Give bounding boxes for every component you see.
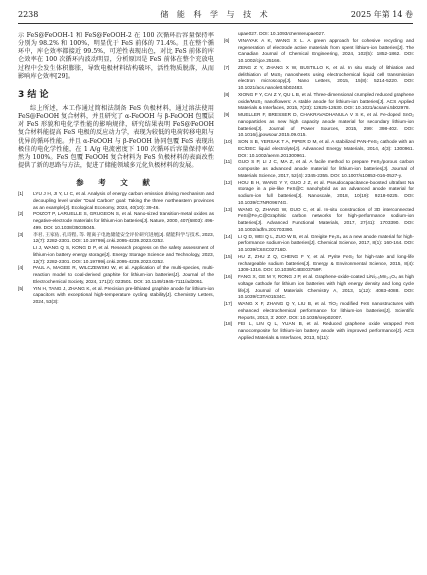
reference-text: SON S B, YERSAK T A, PIPER D M, et al. A stabilized PAN-FeS₂ cathode with an EC/DEC liquid electrolyte[J]. Advanced Energy Materials, 2014, 4(3): 1300961. DOI: 10.1002/aenm.201300961. [238,140,414,159]
reference-item [18,287,214,307]
reference-text: LI Q D, WEI Q L, ZUO W B, et al. Greigite Fe₃S₄ as a new anode material for high-performance sodium-ion batteries[J]. Chemical Science, 2017, 8(1): 160-164. DOI: 10.1039/C6SC02716D. [238,234,414,253]
reference-item [224,39,414,66]
header-rule [18,23,413,24]
reference-continuation: upae027. DOI: 10.1093/chemle/upae027. [238,32,326,37]
reference-text: LYU J H, JI Y, LI C, et al. Analysis of energy carbon emission driving mechanism and decoupling level under "Dual Carbon" goal: Taking the three northeastern provinces as an example[J]. Ecological Economy, 2024, 40(10): 39-46. [33,192,214,211]
conclusion-paragraph: 综上所述，本工作通过简相法制备 FeS 负极材料，通过溶法使用 FeS@FeOOH 复合材料，并且研究了 α-FeOOH 与 β-FeOOH 包覆层对 FeS 形貌和电化学性能的影响规律，研究结果表明 FeS@FeOOH 复合材料能提高 FeS 电极的反应动力学，表现为较低的电荷转移电阻与优异的循环性能。并且 α-FeOOH 与 β-FeOOH 协同包覆 FeS 表现出极佳的电化学性能，在 1 A/g 电流密度下 100 次循环后容量保持率依然为 100%。FeS 包覆 FeOOH 复合材料为 FeS 负极材料的表面改性提供了新的思路与方法，促进了储能领域多元化负极材料的发展。 [18,104,214,170]
reference-number: [6] [224,38,230,44]
reference-number: [15] [224,254,232,260]
reference-text: XIONG F Y, CAI Z Y, QU L B, et al. Three-dimensional crumpled reduced graphene oxide/MoS₂ nanoflowers: A stable anode for lithium-ion batteries[J]. ACS Applied Materials & Interfaces, 2015, 7(23): 12625-12630. DOI: 10.1021/acsami.5b02978. [238,92,414,112]
reference-text: WANG X F, ZHANG Q Y, LIU B, et al. TiO₂ modified FeS nanostructures with enhanced electrochemical performance for lithium-ion batteries[J]. Scientific Reports, 2013, 3: 2007. DOI: 10.1038/srep02007. [238,302,414,321]
reference-item [224,93,414,113]
reference-number: [3] [18,232,24,238]
reference-text: YIN H, TANG J, ZHANG K, et al. Precision pre-lithiated graphite anode for lithium-ion capacitors with exceptional high-temperature cycling stability[J]. Chemistry Letters, 2024, 53(3): [33,286,214,306]
reference-number: [2] [18,212,24,218]
issue-info: 2025 年第 14 卷 [350,10,413,19]
reference-number: [4] [18,266,24,272]
reference-item [224,160,414,180]
reference-text: HOU B H, WANG Y Y, GUO J Z, et al. Pseudocapacitance-boosted ultrafast Na storage in a pie-like FeS@C nanohybrid as an advanced anode material for sodium-ion full batteries[J]. Nanoscale, 2018, 10(19): 9218-9225. DOI: 10.1039/C7NR09674G. [238,180,414,206]
reference-text: WANG Q, ZHANG W, GUO C, et al. In-situ construction of 3D interconnected FeS@Fe₃C@Graphitic carbon networks for high-performance sodium-ion batteries[J]. Advanced Functional Materials, 2017, 27(41): 1703390. DOI: 10.1002/adfm.201703390. [238,207,414,233]
reference-text: LI J, WANG Q S, KONG D P, et al. Research progress on the safety assessment of lithium-ion battery energy storage[J]. Energy Storage Science and Technology, 2023, 12(7): 2282-2301. DOI: 10.19799/j.cnki.2095-4239.2023.0252. [33,246,214,265]
right-column [224,32,414,563]
reference-item [224,255,414,275]
reference-text: PAUL A, MAGEE R, WILCZEWSKI W, et al. Application of the multi-species, multi-reaction model to coal-derived graphite for lithium-ion batteries[J]. Journal of the Electrochemical Society, 2024, 171(2): 023501. DOI: 10.1149/1945-7111/ad2061. [33,266,214,285]
reference-text: POIZOT P, LARUELLE S, GRUGEON S, et al. Nano-sized transition-metal oxides as negative-electrode materials for lithium-ion batteries[J]. Nature, 2000, 407(6803): 496-499. DOI: 10.1038/35035045. [33,212,214,231]
intro-paragraph: 示 FeS@FeOOH-1 和 FeS@FeOOH-2 在 100 次循环后容量保持率分别为 98.2% 和 100%，明显优于 FeS 前体的 71.4%。且在整个循环中，库仑效率都接近 99.5%，可逆性表现出色，对比 FeS 前体的库仑效率在 100 次循环内波动明显，分析原因是 FeS 前体在整个充放电过程中会发生体积膨胀，导致电极材料结构破坏，活性物质脱落，从而影响库仑效率[29]。 [18,32,214,80]
reference-item [224,275,414,302]
reference-list-right [224,39,414,343]
reference-number: [5] [18,286,24,292]
reference-text: MUELLER F, BRESSER D, CHAKRAVADHANULA V S K, et al. Fe-doped SnO₂ nanoparticles as new high capacity anode material for secondary lithium-ion batteries[J]. Journal of Power Sources, 2015, 299: 398-402. DOI: 10.1016/j.jpowsour.2015.09.015. [238,113,414,139]
reference-text: HU Z, ZHU Z Q, CHENG F Y, et al. Pyrite FeS₂ for high-rate and long-life rechargeable sodium batteries[J]. Energy & Environmental Science, 2015, 8(4): 1309-1316. DOI: 10.1039/C4EE03759F. [238,254,414,274]
reference-item [18,266,214,286]
reference-item [224,235,414,255]
reference-number: [9] [224,113,230,118]
reference-text: GUO S P, LI J C, MA Z, et al. A facile method to prepare FeS₂/porous carbon composite as advanced anode material for lithium-ion batteries[J]. Journal of Materials Science, 2017, 52(4): 2345-2355. DOI: 10.1007/s10853-016-0527-y. [238,160,414,179]
reference-number: [16] [224,275,232,280]
reference-number: [17] [224,302,232,307]
reference-item [224,208,414,235]
reference-item [18,233,214,247]
reference-number [18,246,33,266]
running-header [18,10,413,24]
reference-number: [1] [18,192,24,198]
reference-item [224,302,414,322]
reference-item [224,181,414,208]
reference-item [224,322,414,342]
reference-number: [7] [224,65,230,71]
reference-number: [11] [224,160,232,166]
reference-text: 李君, 王家佑, 孔诗程, 等. 锂离子电池储能安全评价研究进展[J]. 储能科学与技术, 2023, 12(7): 2282-2301. DOI: 10.19799/j.cnki.2095-4239.2023.0252. [33,232,214,245]
reference-number: [18] [224,322,232,328]
reference-text: FEI L, LIN Q L, YUAN B, et al. Reduced graphene oxide wrapped FeS nanocomposite for lithium-ion battery anode with improved performance[J]. ACS Applied Materials & Interfaces, 2013, 5(11): [238,322,414,341]
reference-number: [10] [224,140,232,145]
journal-title: 储 能 科 学 与 技 术 [160,10,271,19]
reference-number: [13] [224,207,232,213]
section-title: 3 结 论 [18,89,49,100]
reference-item [224,113,414,140]
reference-number: [8] [224,92,230,98]
reference-item [224,66,414,93]
reference-number: [12] [224,180,232,186]
reference-text: FANG X, GE M Y, RONG J P, et al. Graphene-oxide-coated LiNi₀.₅Mn₁.₅O₄ as high voltage cathode for lithium ion batteries with high energy density and long cycle life[J]. Journal of Materials Chemistry A, 2013, 1(12): 4083-4088. DOI: 10.1039/C3TA01534C. [238,275,414,301]
reference-number: [14] [224,234,232,240]
reference-item [18,246,214,266]
left-column [18,32,214,563]
reference-text: ZENG Z Y, ZHANG X W, BUSTILLO K, et al. In situ study of lithiation and delithiation of MoS₂ nanosheets using electrochemical liquid cell transmission electron microscopy[J]. Nano Letters, 2015, 15(8): 5214-5220. DOI: 10.1021/acs.nanolett.5b02483. [238,65,414,91]
references-heading: 参 考 文 献 [76,178,156,188]
page-number: 2238 [18,10,39,19]
reference-list-left [18,192,214,307]
reference-item [224,140,414,160]
reference-item [18,212,214,232]
reference-item [18,192,214,212]
reference-text: VINAYAK A K, WANG X L. A green approach for cohesive recycling and regeneration of electrode active materials from spent lithium-ion batteries[J]. The Canadian Journal of Chemical Engineering, 2024, 102(5): 1852-1862. DOI: 10.1002/cjce.25166. [238,38,414,64]
